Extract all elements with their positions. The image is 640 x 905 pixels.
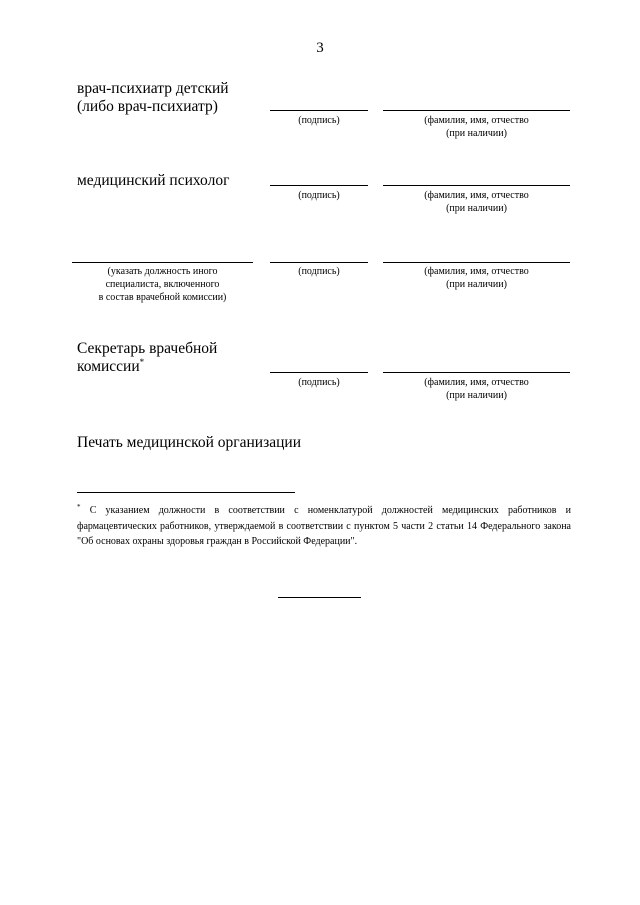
name-line (383, 372, 570, 373)
role-secretary (77, 340, 217, 377)
name-line (383, 262, 570, 263)
role-line: (либо врач-психиатр) (77, 98, 218, 115)
page-number: 3 (316, 40, 324, 56)
end-line (278, 597, 361, 598)
footnote-text: С указанием должности в соответствии с номенклатурой должностей медицинских работников и фармацевтических работников, утверждаемой в соответствии с пунктом 5 части 2 статьи 14 Федерального закона "Об основах охраны здоровья граждан в Российской Федерации". (77, 505, 572, 547)
role-line: комиссии* (77, 357, 145, 375)
name-caption: (фамилия, имя, отчество (при наличии) (424, 377, 529, 401)
signature-line (270, 185, 368, 186)
footnote-mark: * (77, 503, 81, 511)
role-psychiatrist (77, 80, 229, 116)
signature-line (270, 262, 368, 263)
name-caption: (фамилия, имя, отчество (при наличии) (424, 266, 529, 290)
role-line: медицинский психолог (77, 172, 230, 189)
signature-caption: (подпись) (298, 377, 340, 388)
position-line (72, 262, 253, 263)
signature-caption: (подпись) (298, 190, 340, 201)
role-psychologist (77, 172, 229, 190)
name-caption: (фамилия, имя, отчество (при наличии) (424, 190, 529, 214)
name-caption: (фамилия, имя, отчество (при наличии) (424, 115, 529, 139)
role-line: врач-психиатр детский (77, 80, 229, 97)
position-caption: (указать должность иного специалиста, включенного в состав врачебной комиссии) (98, 266, 227, 303)
name-line (383, 185, 570, 186)
name-line (383, 110, 570, 111)
seal-label: Печать медицинской организации (77, 434, 301, 451)
signature-line (270, 110, 368, 111)
signature-line (270, 372, 368, 373)
signature-caption: (подпись) (298, 266, 340, 277)
footnote-mark: * (139, 357, 145, 367)
signature-caption: (подпись) (298, 115, 340, 126)
footnote (77, 503, 571, 549)
role-line: Секретарь врачебной (77, 340, 218, 357)
footnote-separator (77, 492, 295, 493)
